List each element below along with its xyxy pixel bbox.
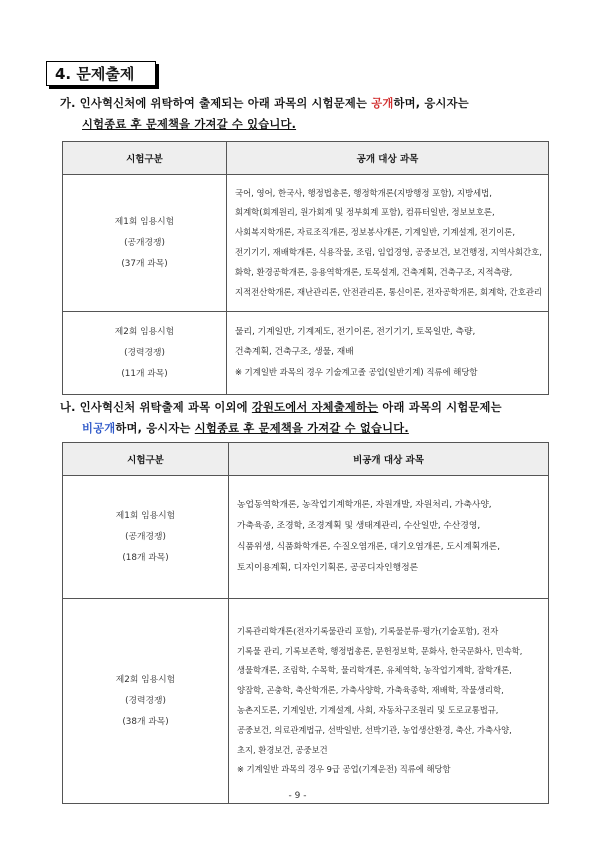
exam-category-cell [63, 599, 229, 804]
subject-line: 초지, 환경보건, 공중보건 [237, 744, 328, 755]
subject-count: (38개 과목) [122, 716, 169, 727]
subject-line: 기록물 관리, 기록보존학, 행정법총론, 문헌정보학, 문화사, 한국문화사, 민속학, [237, 645, 523, 656]
paragraph-text: 인사혁신처 위탁출제 과목 이외에 [79, 401, 252, 414]
subjects-cell [229, 599, 549, 804]
table-header-row [63, 443, 549, 476]
note-line: ※ 기계일반 과목의 경우 기술계고졸 공업(일반기계) 직류에 해당함 [234, 366, 478, 377]
paragraph-text: 인사혁신처에 위탁하여 출제되는 아래 과목의 시험문제는 [79, 97, 372, 110]
paragraph-ga [60, 93, 560, 135]
subject-line: 기록관리학개론(전자기록물관리 포함), 기록물분류·평가(기술포함), 전자 [237, 625, 499, 636]
subjects-cell [226, 312, 548, 395]
subject-line: 회계학(회계원리, 원가회계 및 정부회계 포함), 컴퓨터일반, 정보보호론, [234, 207, 495, 218]
table-header-row [63, 142, 549, 175]
public-subjects-table [62, 141, 549, 395]
nonpublic-subjects-table [62, 442, 549, 804]
subject-line: 지적전산학개론, 재난관리론, 안전관리론, 통신이론, 전자공학개론, 회계학, 간호관리 [234, 286, 542, 297]
exam-round: 제2회 임용시험 [115, 674, 176, 685]
highlight-public: 공개 [371, 97, 394, 110]
table-header: 시험구분 [63, 142, 227, 175]
table-header: 공개 대상 과목 [226, 142, 548, 175]
exam-type: (경력경쟁) [125, 695, 166, 706]
underlined-notice: 시험종료 후 문제책을 가져갈 수 있습니다. [82, 118, 297, 131]
underlined-text: 강원도에서 자체출제하는 [251, 401, 379, 414]
paragraph-marker: 가. [60, 97, 76, 110]
subject-line: 농업동역학개론, 농작업기계학개론, 자원개발, 자원처리, 가축사양, [237, 500, 492, 510]
subject-line: 화학, 환경공학개론, 응용역학개론, 토목설계, 건축계획, 건축구조, 지적측량, [234, 266, 513, 277]
highlight-nonpublic: 비공개 [82, 422, 116, 435]
table-row [63, 476, 549, 599]
subject-count: (18개 과목) [122, 552, 169, 563]
exam-type: (경력경쟁) [124, 347, 165, 358]
paragraph-marker: 나. [60, 401, 76, 414]
underlined-notice: 시험종료 후 문제책을 가져갈 수 없습니다. [194, 422, 409, 435]
subjects-cell [226, 175, 548, 312]
subject-line: 양잠학, 곤충학, 축산학개론, 가축사양학, 가축육종학, 재배학, 작물생리학, [237, 685, 504, 696]
subject-line: 토지이용계획, 디자인기획론, 공공디자인행정론 [237, 563, 419, 573]
exam-category-cell [63, 476, 229, 599]
subject-line: 생물학개론, 조림학, 수목학, 물리학개론, 유체역학, 농작업기계학, 잠학개론, [237, 665, 512, 676]
exam-type: (공개경쟁) [125, 531, 166, 542]
subject-line: 공중보건, 의료관계법규, 선박일반, 선박기관, 농업생산환경, 축산, 가축사양, [237, 724, 512, 735]
subject-line: 전기기기, 재배학개론, 식용작물, 조림, 임업경영, 공중보건, 보건행정, 지역사회간호, [234, 247, 542, 257]
table-header: 시험구분 [63, 443, 229, 476]
section-title: 4. 문제출제 [46, 61, 156, 86]
subject-line: 식품위생, 식품화학개론, 수질오염개론, 대기오염개론, 도시계획개론, [237, 542, 501, 552]
table-header: 비공개 대상 과목 [229, 443, 549, 476]
exam-round: 제2회 임용시험 [114, 326, 175, 337]
subject-line: 물리, 기계일반, 기계제도, 전기이론, 전기기기, 토목일반, 측량, [234, 327, 476, 338]
subject-line: 국어, 영어, 한국사, 행정법총론, 행정학개론(지방행정 포함), 지방세법, [234, 187, 492, 198]
subject-line: 사회복지학개론, 자료조직개론, 정보봉사개론, 기계일반, 기계설계, 전기이론, [234, 227, 516, 238]
subject-count: (37개 과목) [121, 258, 168, 269]
subject-line: 농촌지도론, 기계일반, 기계설계, 사회, 자동차구조원리 및 도로교통법규, [237, 705, 499, 715]
subject-count: (11개 과목) [121, 368, 168, 379]
exam-type: (공개경쟁) [124, 237, 165, 248]
exam-category-cell [63, 175, 227, 312]
exam-round: 제1회 임용시험 [114, 216, 175, 227]
paragraph-na [60, 397, 560, 439]
subject-line: 건축계획, 건축구조, 생물, 재배 [234, 347, 354, 358]
table-row [63, 175, 549, 312]
subject-line: 가축육종, 조경학, 조경계획 및 생태계관리, 수산일반, 수산경영, [237, 521, 481, 531]
table-row [63, 312, 549, 395]
paragraph-text: 하며, 응시자는 [393, 97, 469, 110]
exam-category-cell [63, 312, 227, 395]
table-row [63, 599, 549, 804]
subjects-cell [229, 476, 549, 599]
paragraph-text: 하며, 응시자는 [115, 422, 195, 435]
note-line: ※ 기계일반 과목의 경우 9급 공업(기계운전) 직류에 해당함 [237, 764, 451, 775]
exam-round: 제1회 임용시험 [115, 510, 176, 521]
page-number: - 9 - [288, 791, 307, 801]
paragraph-text: 아래 과목의 시험문제는 [378, 401, 502, 414]
